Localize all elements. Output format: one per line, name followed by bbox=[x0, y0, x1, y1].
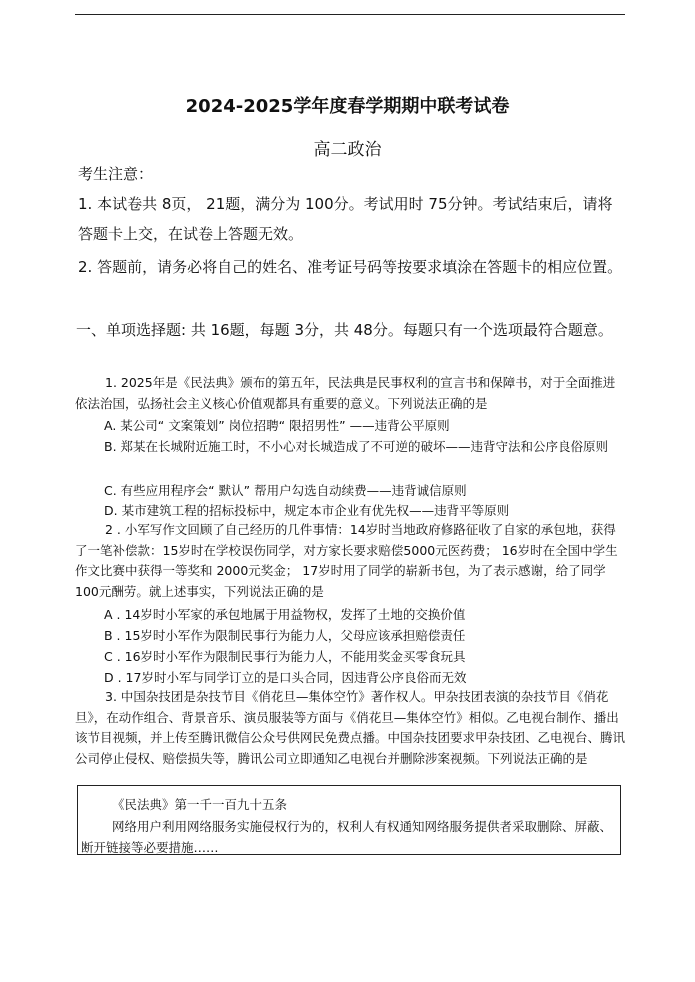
material-box bbox=[77, 785, 621, 855]
notice-item-2: 2. 答题前，请务必将自己的姓名、准考证号码等按要求填涂在答题卡的相应位置。 bbox=[78, 258, 623, 276]
question-1-option-a: A. 某公司“ 文案策划” 岗位招聘“ 限招男性” ——违背公平原则 bbox=[104, 418, 450, 433]
header-rule bbox=[75, 14, 625, 15]
question-1-option-c: C. 有些应用程序会“ 默认” 帮用户勾选自动续费——违背诚信原则 bbox=[104, 483, 467, 498]
question-1-option-d: D. 某市建筑工程的招标投标中，规定本市企业有优先权——违背平等原则 bbox=[104, 503, 510, 518]
question-3-stem: 3. 中国杂技团是杂技节目《俏花旦—集体空竹》著作权人。甲杂技团表演的杂技节目《俏花旦》，在动作组合、背景音乐、演员服装等方面与《俏花旦—集体空竹》相似。乙电视台制作、播出该节目视频，并上传至腾讯微信公众号供网民免费点播。中国杂技团要求甲杂技团、乙电视台、腾讯公司停止侵权、赔偿损失等，腾讯公司立即通知乙电视台并删除涉案视频。下列说法正确的是 bbox=[75, 689, 626, 766]
subject-title: 高二政治 bbox=[313, 140, 382, 160]
exam-title: 2024-2025学年度春学期期中联考试卷 bbox=[185, 96, 510, 117]
question-1-stem: 1. 2025年是《民法典》颁布的第五年，民法典是民事权利的宣言书和保障书，对于全面推进依法治国，弘扬社会主义核心价值观都具有重要的意义。下列说法正确的是 bbox=[75, 375, 616, 411]
question-1-option-b: B. 郑某在长城附近施工时，不小心对长城造成了不可逆的破坏——违背守法和公序良俗原则 bbox=[104, 439, 609, 454]
material-box-body: 网络用户利用网络服务实施侵权行为的，权利人有权通知网络服务提供者采取删除、屏蔽、断开链接等必要措施…… bbox=[81, 819, 613, 855]
section-heading: 一、单项选择题: 共 16题，每题 3分，共 48分。每题只有一个选项最符合题意。 bbox=[76, 321, 613, 339]
question-2-option-b: B . 15岁时小军作为限制民事行为能力人，父母应该承担赔偿责任 bbox=[104, 628, 466, 643]
question-2-option-a: A . 14岁时小军家的承包地属于用益物权，发挥了土地的交换价值 bbox=[104, 607, 466, 622]
material-box-title: 《民法典》第一千一百九十五条 bbox=[112, 797, 288, 812]
question-2-stem: 2 . 小军写作文回顾了自己经历的几件事情：14岁时当地政府修路征收了自家的承包地，获得了一笔补偿款：15岁时在学校误伤同学，对方家长要求赔偿5000元医药费； 16岁时在全国中学生作文比赛中获得一等奖和 2000元奖金； 17岁时用了同学的崭新书包，为了表示感谢，给了同学 100元酬劳。就上述事实，下列说法正确的是 bbox=[75, 522, 618, 599]
notice-label: 考生注意： bbox=[78, 165, 154, 183]
question-2-option-d: D . 17岁时小军与同学订立的是口头合同，因违背公序良俗而无效 bbox=[104, 670, 467, 685]
notice-item-1: 1. 本试卷共 8页， 21题，满分为 100分。考试用时 75分钟。考试结束后，请将答题卡上交，在试卷上答题无效。 bbox=[78, 195, 613, 243]
question-2-option-c: C . 16岁时小军作为限制民事行为能力人，不能用奖金买零食玩具 bbox=[104, 649, 466, 664]
